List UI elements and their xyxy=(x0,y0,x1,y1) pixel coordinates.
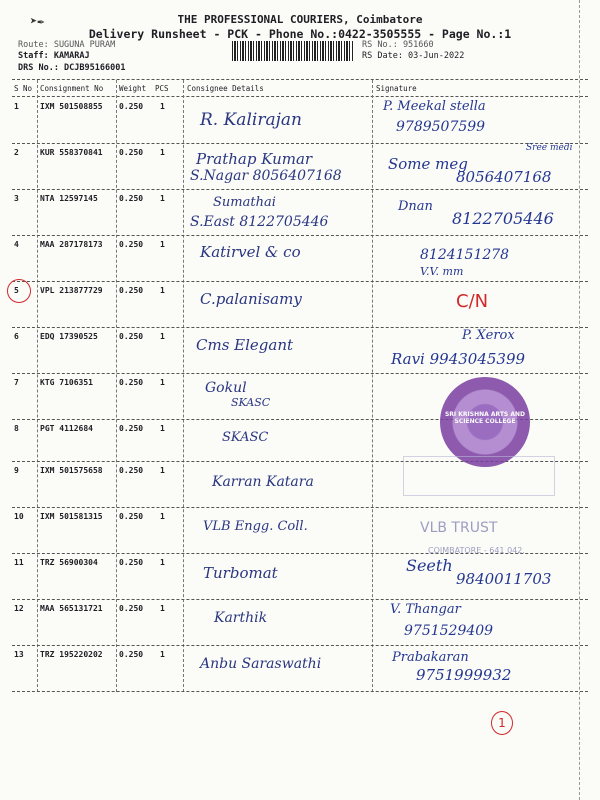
row-weight: 0.250 xyxy=(119,558,144,567)
row-consignment: PGT 4112684 xyxy=(40,424,93,433)
consignee-address: S.East 8122705446 xyxy=(190,214,329,230)
signature-phone: 8122705446 xyxy=(452,209,554,228)
row-sno: 8 xyxy=(14,424,19,433)
consignee-name: Prathap Kumar xyxy=(196,150,313,168)
row-sno: 6 xyxy=(14,332,19,341)
row-consignment: NTA 12597145 xyxy=(40,194,98,203)
trust-stamp-name: VLB TRUST xyxy=(420,520,498,536)
consignee-name: Gokul xyxy=(205,380,247,396)
consignee-name: Katirvel & co xyxy=(200,243,301,261)
row-weight: 0.250 xyxy=(119,424,144,433)
row-pcs: 1 xyxy=(160,512,165,521)
row-sno: 12 xyxy=(14,604,24,613)
trust-stamp-box xyxy=(403,456,555,496)
row-pcs: 1 xyxy=(160,286,165,295)
row-sno: 9 xyxy=(14,466,19,475)
row-weight: 0.250 xyxy=(119,194,144,203)
seal-text: SRI KRISHNA ARTS AND SCIENCE COLLEGE xyxy=(444,411,525,425)
row-consignment: KTG 7106351 xyxy=(40,378,93,387)
signature-phone: 9789507599 xyxy=(396,119,486,135)
row-consignment: TRZ 56900304 xyxy=(40,558,98,567)
row-rule xyxy=(12,235,588,236)
trust-stamp-city: COIMBATORE - 641 042. xyxy=(428,546,525,555)
row-rule xyxy=(12,143,588,144)
signature-name: V.V. mm xyxy=(420,265,464,278)
row-sno: 5 xyxy=(14,286,19,295)
barcode xyxy=(232,41,354,61)
row-rule xyxy=(12,507,588,508)
signature-cn-note: C/N xyxy=(456,291,489,312)
row-consignment: MAA 287178173 xyxy=(40,240,103,249)
row-rule xyxy=(12,189,588,190)
row-pcs: 1 xyxy=(160,148,165,157)
row-weight: 0.250 xyxy=(119,650,144,659)
col-header-weight: Weight xyxy=(119,84,147,93)
col-header-signature: Signature xyxy=(376,84,417,93)
company-title: THE PROFESSIONAL COURIERS, Coimbatore xyxy=(177,13,423,26)
row-rule xyxy=(12,373,588,374)
consignee-name: R. Kalirajan xyxy=(200,110,302,130)
row-rule xyxy=(12,281,588,282)
row-sno: 4 xyxy=(14,240,19,249)
row-consignment: EDQ 17390525 xyxy=(40,332,98,341)
consignee-address: SKASC xyxy=(231,396,271,409)
signature-name: P. Meekal stella xyxy=(383,99,486,114)
col-divider xyxy=(37,80,38,692)
row-weight: 0.250 xyxy=(119,512,144,521)
row-pcs: 1 xyxy=(160,424,165,433)
row-sno: 13 xyxy=(14,650,24,659)
col-divider xyxy=(183,80,184,692)
row-sno: 1 xyxy=(14,102,19,111)
row-weight: 0.250 xyxy=(119,466,144,475)
signature-name: Prabakaran xyxy=(392,650,469,665)
signature-name: Dnan xyxy=(398,199,433,214)
row-pcs: 1 xyxy=(160,650,165,659)
row-rule xyxy=(12,691,588,692)
row-weight: 0.250 xyxy=(119,102,144,111)
row-rule xyxy=(12,645,588,646)
rs-date: RS Date: 03-Jun-2022 xyxy=(362,51,465,61)
runsheet-title: Delivery Runsheet - PCK - Phone No.:0422-3505555 - Page No.:1 xyxy=(88,27,512,41)
signature-phone: 9751999932 xyxy=(416,666,512,684)
row-pcs: 1 xyxy=(160,332,165,341)
consignee-name: Karran Katara xyxy=(212,474,314,490)
row-consignment: IXM 501508855 xyxy=(40,102,103,111)
signature-phone: 9751529409 xyxy=(404,623,494,639)
signature-name: Some meg xyxy=(388,155,468,173)
row-consignment: VPL 213877729 xyxy=(40,286,103,295)
signature-note: Sree medi xyxy=(526,143,573,153)
courier-logo-icon: ➤✒ xyxy=(30,14,45,28)
col-divider xyxy=(372,80,373,692)
row-rule xyxy=(12,599,588,600)
page-count-mark: 1 xyxy=(491,711,513,735)
col-header-consignee: Consignee Details xyxy=(187,84,264,93)
row-5-circle-mark xyxy=(7,279,31,303)
row-pcs: 1 xyxy=(160,194,165,203)
row-consignment: MAA 565131721 xyxy=(40,604,103,613)
row-consignment: IXM 501575658 xyxy=(40,466,103,475)
signature-phone: 8124151278 xyxy=(420,247,510,263)
signature-name: V. Thangar xyxy=(390,602,461,617)
route-label: Route: SUGUNA PURAM xyxy=(18,40,116,50)
row-sno: 7 xyxy=(14,378,19,387)
consignee-name: Sumathai xyxy=(213,195,276,210)
row-consignment: IXM 501581315 xyxy=(40,512,103,521)
row-weight: 0.250 xyxy=(119,378,144,387)
col-header-sno: S No xyxy=(14,84,33,93)
signature-phone: Ravi 9943045399 xyxy=(391,350,526,368)
table-top-rule xyxy=(12,79,588,80)
col-header-pcs: PCS xyxy=(155,84,169,93)
consignee-address: S.Nagar 8056407168 xyxy=(190,168,342,184)
row-pcs: 1 xyxy=(160,102,165,111)
row-sno: 3 xyxy=(14,194,19,203)
row-weight: 0.250 xyxy=(119,332,144,341)
signature-name: Seeth xyxy=(406,556,453,575)
signature-name: P. Xerox xyxy=(462,328,515,343)
row-sno: 11 xyxy=(14,558,24,567)
consignee-name: Turbomat xyxy=(203,564,278,582)
rs-number: RS No.: 951660 xyxy=(362,40,434,50)
drs-number: DRS No.: DCJB95166001 xyxy=(18,63,126,73)
consignee-name: VLB Engg. Coll. xyxy=(203,519,308,534)
row-consignment: TRZ 195220202 xyxy=(40,650,103,659)
table-header-rule xyxy=(12,96,588,97)
row-pcs: 1 xyxy=(160,558,165,567)
col-header-consignment: Consignment No xyxy=(40,84,104,93)
row-consignment: KUR 558370841 xyxy=(40,148,103,157)
consignee-name: Karthik xyxy=(214,610,268,626)
consignee-name: SKASC xyxy=(222,430,269,445)
consignee-name: Anbu Saraswathi xyxy=(200,656,322,672)
staff-label: Staff: KAMARAJ xyxy=(18,51,90,61)
row-pcs: 1 xyxy=(160,378,165,387)
college-seal-stamp xyxy=(440,377,530,467)
signature-phone: 9840011703 xyxy=(456,570,552,588)
consignee-name: Cms Elegant xyxy=(196,336,294,354)
row-rule xyxy=(12,553,588,554)
consignee-name: C.palanisamy xyxy=(200,290,302,308)
page-edge xyxy=(579,0,580,800)
row-weight: 0.250 xyxy=(119,286,144,295)
row-weight: 0.250 xyxy=(119,240,144,249)
row-sno: 10 xyxy=(14,512,24,521)
row-sno: 2 xyxy=(14,148,19,157)
row-weight: 0.250 xyxy=(119,604,144,613)
col-divider xyxy=(116,80,117,692)
row-weight: 0.250 xyxy=(119,148,144,157)
signature-phone: 8056407168 xyxy=(456,168,552,186)
row-pcs: 1 xyxy=(160,240,165,249)
row-pcs: 1 xyxy=(160,604,165,613)
row-pcs: 1 xyxy=(160,466,165,475)
